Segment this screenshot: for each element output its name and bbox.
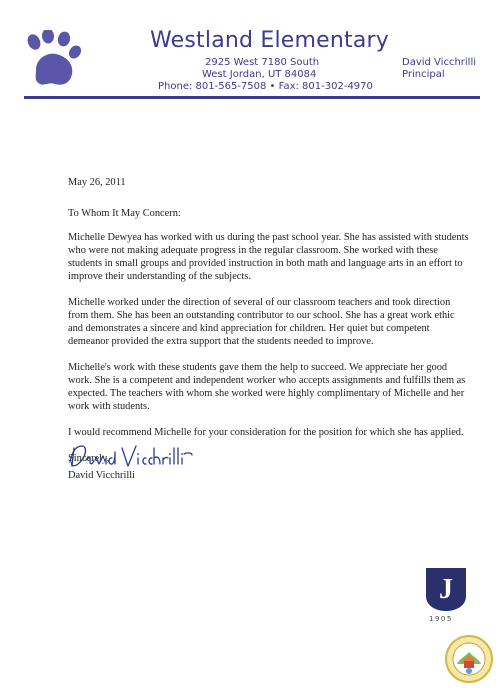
header-divider (24, 96, 480, 99)
paragraph-4: I would recommend Michelle for your consideration for the position for which she has applied. (68, 427, 464, 438)
paragraph-2: Michelle worked under the direction of several of our classroom teachers and took direction from them. She has been an outstanding contributor to our school. She has a great work ethic and demonstrates a sincere and kind appreciation for children. Her quiet but competent demeanor provided the extra support that the students needed to improve. (68, 297, 455, 347)
principal-name: David Vicchrilli (402, 57, 477, 68)
principal-title: Principal (402, 69, 445, 80)
closing: Sincerely, (68, 453, 110, 464)
district-year: 1905 (429, 615, 453, 623)
letter-date: May 26, 2011 (68, 177, 126, 188)
phone-fax: Phone: 801-565-7508 • Fax: 801-302-4970 (158, 81, 373, 92)
district-j-logo-icon (424, 566, 468, 612)
handwritten-signature (66, 440, 196, 474)
school-seal-icon (444, 634, 494, 684)
signer-name: David Vicchrilli (68, 470, 135, 481)
paragraph-3: Michelle's work with these students gave them the help to succeed. We appreciate her good work. She is a competent and independent worker who accepts assignments and fulfills them as expected. The teachers with whom she worked were highly complimentary of Michelle and her work with students. (68, 362, 466, 412)
address-line-2: West Jordan, UT 84084 (202, 69, 317, 80)
school-name: Westland Elementary (150, 28, 390, 53)
paragraph-1: Michelle Dewyea has worked with us during the past school year. She has assisted with students who were not making adequate progress in the regular classroom. She worked with these students in small groups and provided instruction in both math and language arts in an effort to improve their understanding of the subjects. (68, 232, 469, 282)
paw-logo-icon (22, 30, 84, 92)
district-logo-letter: J (439, 574, 453, 605)
salutation: To Whom It May Concern: (68, 208, 181, 219)
letter-body (68, 176, 470, 465)
address-line-1: 2925 West 7180 South (205, 57, 320, 68)
